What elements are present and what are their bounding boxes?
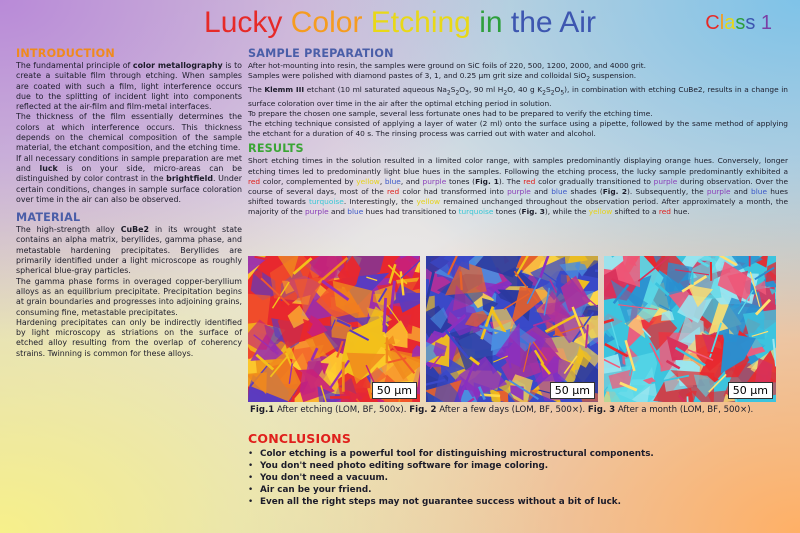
text-run: purple (653, 176, 678, 186)
title-word: in (479, 6, 511, 39)
text-run: purple (304, 207, 329, 217)
text-run: red (387, 186, 400, 196)
text-run: The (248, 84, 265, 94)
text-run: in its wrought state contains an alpha matrix, beryllides, gamma phase, and metastable hardening precipitates. Beryllides are primarily identified under a light microscope as roughly spherical blue-gray particles. (16, 225, 242, 276)
prep-paragraph-3 (248, 85, 788, 109)
text-run: and (328, 207, 348, 217)
text-run: is on your side, micro-areas can be distinguished by color contrast in the (16, 163, 242, 184)
text-run: hue. (670, 207, 690, 217)
text-run: hues had transitioned to (363, 207, 459, 217)
text-run: purple (706, 186, 731, 196)
figure-1-label: Fig.1 (250, 405, 275, 415)
title-word: l (719, 12, 725, 34)
text-run: remained unchanged throughout the observation period. After approximately a month, the majority of the (248, 197, 788, 217)
figure-1-micrograph (248, 256, 420, 402)
text-run: Fig. 1 (475, 176, 499, 186)
text-run: 5 (560, 89, 565, 97)
title-word: s (745, 12, 756, 34)
conclusion-item: • You don't need a vacuum. (248, 472, 788, 484)
text-run: S (545, 84, 551, 94)
conclusions-section (248, 432, 788, 508)
text-run: yellow (356, 176, 380, 186)
text-run: color, complemented by (260, 176, 357, 186)
title-word: the Air (510, 6, 596, 39)
text-run: hues shifted towards (248, 186, 789, 207)
text-run: tones ( (446, 176, 476, 186)
text-run: luck (39, 163, 58, 173)
text-run: ), in combination with etching CuBe2, results in a change in surface coloration over time in the air after the optimal etching period in solution. (248, 84, 788, 108)
text-run: color gradually transitioned to (535, 176, 654, 186)
text-run: CuBe2 (120, 225, 149, 235)
results-heading: RESULTS (248, 142, 304, 156)
text-run: yellow (416, 197, 441, 207)
right-column (248, 47, 788, 218)
text-run: purple (507, 186, 531, 196)
twin-boundary (708, 353, 723, 354)
material-paragraph-3: Hardening precipitates can only be indirectly identified by light microscopy as striations on the surface of etched alloy resulting from the overlap of coherency strains. Twinning is common for these alloys. (16, 317, 242, 358)
text-run: If all necessary conditions in sample preparation are met and (16, 153, 242, 173)
text-run: 2 (455, 89, 460, 97)
figure-2-caption: After a few days (LOM, BF, 500×). (436, 405, 586, 415)
conclusion-item: • Air can be your friend. (248, 484, 788, 496)
text-run: shifted to a (612, 207, 659, 217)
text-run: Fig. 2 (602, 186, 628, 196)
figure-2-micrograph (426, 256, 598, 402)
text-run: blue (751, 186, 767, 196)
figure-2-scale-bar: 50 µm (550, 382, 595, 399)
title-word: Color (290, 6, 371, 39)
twin-boundary (384, 298, 386, 332)
title-word: s (735, 12, 746, 34)
text-run: is to create a suitable film through etching. When samples are coated with such a film, light interference occurs due to the splitting of incident light into components reflected at the air-film and film-metal interfaces. (16, 61, 243, 112)
text-run: The high-strength alloy (16, 225, 121, 235)
text-run: ). Subsequently, the (627, 186, 707, 196)
text-run: red (658, 207, 671, 217)
text-run: and (730, 186, 752, 196)
text-run: etchant (10 ml saturated aqueous Na (304, 84, 447, 94)
text-run: red (248, 176, 261, 186)
text-run: O (554, 84, 561, 94)
text-run: 2 (503, 89, 508, 97)
intro-paragraph-1 (16, 61, 242, 112)
text-run: O, 40 g K (507, 84, 543, 94)
intro-paragraph-2: The thickness of the film essentially determines the colors at which interference occurs. This thickness depends on the chemical composition of the sample material, the etchant composition, and the etching time. (16, 112, 242, 153)
text-run: turquoise (458, 207, 494, 217)
figure-1-image (248, 256, 420, 402)
figure-3-micrograph (604, 256, 776, 402)
text-run: color metallography (132, 61, 223, 70)
text-run: . Interestingly, the (343, 197, 417, 207)
prep-paragraph-1: After hot-mounting into resin, the samples were ground on SiC foils of 220, 500, 1200, 2000, and 4000 grit. (248, 61, 647, 70)
conclusion-item: • Color etching is a powerful tool for distinguishing microstructural components. (248, 448, 788, 460)
text-run: purple (422, 176, 447, 186)
figure-2-label: Fig. 2 (409, 405, 437, 415)
prep-paragraph-4: To prepare the chosen one sample, several less fortunate ones had to be prepared to verify the etching time. (248, 108, 653, 118)
title-word: C (705, 12, 720, 34)
figure-row (248, 256, 796, 402)
twin-boundary (461, 272, 462, 290)
text-run: , (379, 176, 385, 186)
title-word: Etching (370, 6, 480, 39)
text-run: ). The (498, 176, 524, 186)
prep-paragraph-2 (248, 71, 788, 85)
left-column (16, 47, 242, 359)
text-run: during observation. Over the course of several days, most of the (248, 176, 789, 196)
figure-2-image (426, 256, 598, 402)
material-paragraph-1 (16, 225, 242, 276)
text-run: blue (384, 176, 401, 186)
text-run: S (450, 84, 456, 94)
text-run: Samples were polished with diamond pastes of 3, 1, and 0.25 µm grit size and colloidal SiO (248, 71, 587, 81)
material-paragraph-2: The gamma phase forms in overaged copper-beryllium alloys as an equilibrium precipitate. Precipitation begins at grain boundaries and progresses into adjoining grains, consuming fine, metastable precipitates. (16, 276, 242, 317)
title-word: 1 (755, 12, 772, 34)
prep-paragraph-5: The etching technique consisted of applying a layer of water (2 ml) onto the surface using a pipette, followed by the same method of applying the etchant for a duration of 40 s. The rinsing process was carried out with water and alcohol. (248, 118, 788, 139)
text-run: . Under certain conditions, changes in sample surface coloration over time in the air can also be observed. (16, 174, 243, 204)
class-label (705, 12, 772, 35)
text-run: blue (551, 186, 568, 196)
text-run: yellow (588, 207, 613, 217)
introduction-heading: INTRODUCTION (16, 47, 115, 60)
figure-captions (250, 405, 795, 415)
figure-1-scale-bar: 50 µm (372, 382, 417, 399)
sample-preparation-heading: SAMPLE PREPARATION (248, 47, 394, 60)
text-run: red (523, 176, 536, 186)
figure-1-caption: After etching (LOM, BF, 500x). (274, 405, 407, 415)
figure-3-scale-bar: 50 µm (728, 382, 773, 399)
conclusions-list (248, 448, 788, 508)
text-run: O (459, 84, 466, 94)
title-word: a (724, 12, 736, 34)
text-run: ), while the (544, 207, 589, 217)
text-run: turquoise (308, 197, 344, 207)
text-run: , 90 ml H (468, 84, 504, 94)
text-run: Klemm III (264, 84, 305, 94)
text-run: 2 (542, 89, 546, 97)
conclusion-item: • You don't need photo editing software for image coloring. (248, 460, 788, 472)
text-run: and (530, 186, 552, 196)
results-paragraph (248, 156, 788, 217)
text-run: suspension. (590, 71, 637, 81)
figure-3-image (604, 256, 776, 402)
conclusion-item: • Even all the right steps may not guarantee success without a bit of luck. (248, 496, 788, 508)
title-word: Lucky (204, 6, 291, 39)
text-run: 3 (465, 89, 469, 97)
figure-3-caption: After a month (LOM, BF, 500×). (615, 405, 754, 415)
text-run: color had transformed into (399, 186, 508, 196)
text-run: brightfield (166, 174, 214, 184)
text-run: 2 (446, 89, 451, 97)
text-run: 2 (586, 75, 591, 83)
material-heading: MATERIAL (16, 211, 81, 225)
text-run: blue (347, 207, 364, 217)
text-run: tones ( (493, 207, 522, 217)
text-run: , and (400, 176, 423, 186)
poster-title (0, 4, 800, 42)
text-run: Short etching times in the solution resulted in a limited color range, with samples predominantly displaying orange hues. Conversely, longer etching times led to predominantly light blue hues in the samples. Following the etching process, the lucky sample predominantly exhibited a (248, 156, 788, 176)
conclusions-heading: CONCLUSIONS (248, 431, 352, 446)
text-run: 2 (550, 89, 555, 97)
text-run: Fig. 3 (521, 207, 545, 217)
text-run: The fundamental principle of (16, 61, 133, 70)
intro-paragraph-3 (16, 154, 242, 205)
figure-3-label: Fig. 3 (587, 405, 616, 415)
text-run: shades ( (567, 186, 603, 196)
